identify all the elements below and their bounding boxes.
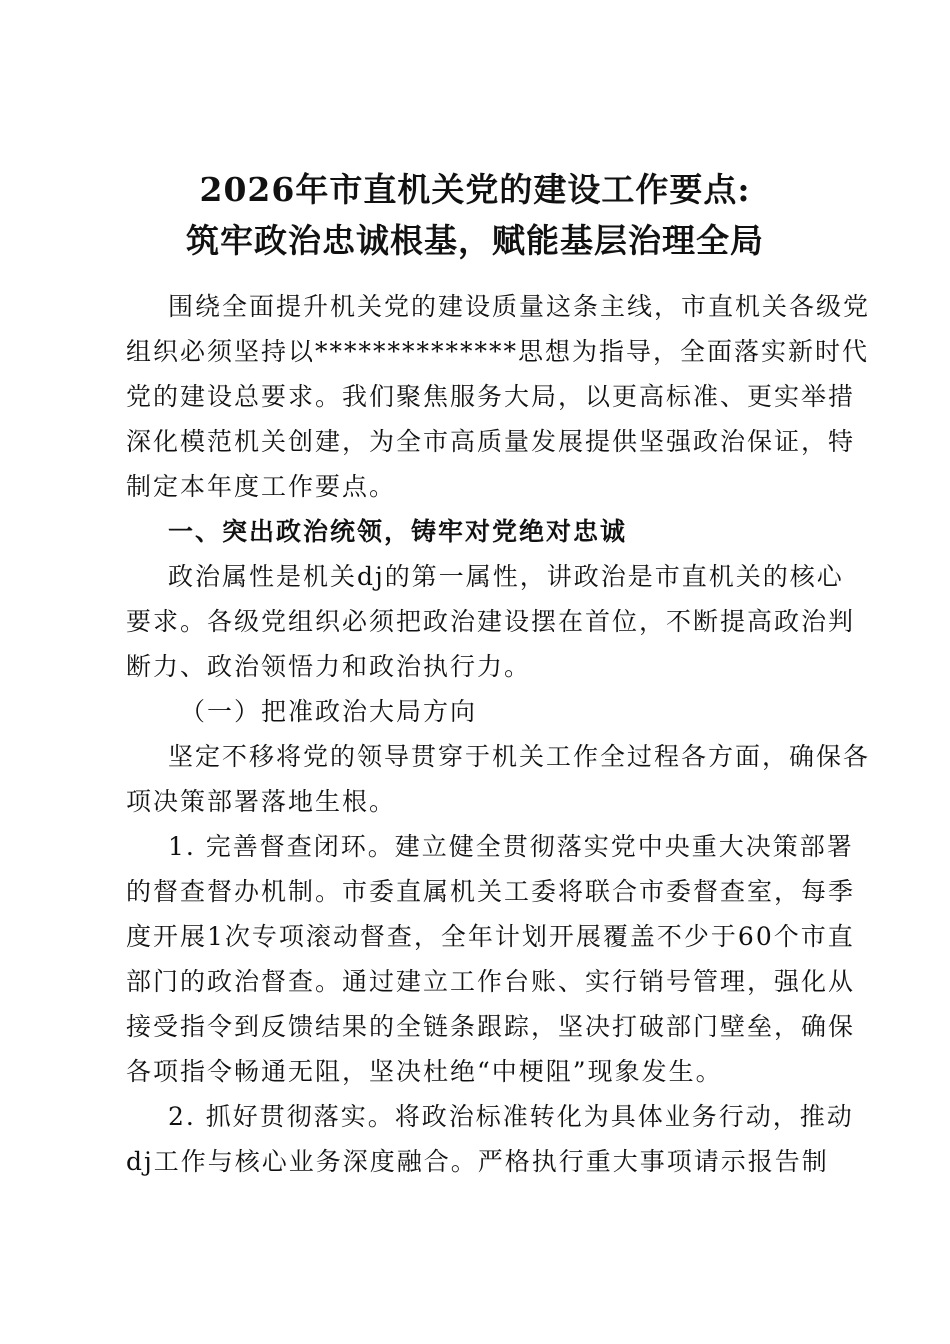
section-paragraph-line: 断力、政治领悟力和政治执行力。 [126, 652, 532, 681]
intro-line: 围绕全面提升机关党的建设质量这条主线，市直机关各级党 [168, 292, 871, 321]
list-item-line: 的督查督办机制。市委直属机关工委将联合市委督查室，每季 [126, 877, 856, 906]
section-paragraph-line: 政治属性是机关dj的第一属性，讲政治是市直机关的核心 [168, 562, 844, 591]
list-item-line: 度开展1次专项滚动督查，全年计划开展覆盖不少于60个市直 [126, 922, 855, 951]
section-heading: 一、突出政治统领，铸牢对党绝对忠诚 [168, 517, 628, 546]
document-title-line-2: 筑牢政治忠诚根基，赋能基层治理全局 [186, 221, 764, 260]
list-item-line: 部门的政治督查。通过建立工作台账、实行销号管理，强化从 [126, 967, 856, 996]
intro-line: 制定本年度工作要点。 [126, 472, 397, 501]
intro-line: 党的建设总要求。我们聚焦服务大局，以更高标准、更实举措 [126, 382, 856, 411]
subsection-paragraph-line: 项决策部署落地生根。 [126, 787, 397, 816]
list-item-line: dj工作与核心业务深度融合。严格执行重大事项请示报告制 [126, 1147, 829, 1176]
intro-line: 组织必须坚持以**************思想为指导，全面落实新时代 [126, 337, 870, 366]
subsection-paragraph-line: 坚定不移将党的领导贯穿于机关工作全过程各方面，确保各 [168, 742, 871, 771]
intro-line: 深化模范机关创建，为全市高质量发展提供坚强政治保证，特 [126, 427, 856, 456]
list-item-line: 各项指令畅通无阻，坚决杜绝“中梗阻”现象发生。 [126, 1057, 723, 1086]
list-item-line: 接受指令到反馈结果的全链条跟踪，坚决打破部门壁垒，确保 [126, 1012, 856, 1041]
document-title-line-1: 2026年市直机关党的建设工作要点: [199, 170, 751, 209]
list-item-line: 1. 完善督查闭环。建立健全贯彻落实党中央重大决策部署 [168, 832, 854, 861]
list-item-line: 2. 抓好贯彻落实。将政治标准转化为具体业务行动，推动 [168, 1102, 854, 1131]
section-paragraph-line: 要求。各级党组织必须把政治建设摆在首位，不断提高政治判 [126, 607, 856, 636]
subsection-heading: （一）把准政治大局方向 [180, 697, 478, 726]
